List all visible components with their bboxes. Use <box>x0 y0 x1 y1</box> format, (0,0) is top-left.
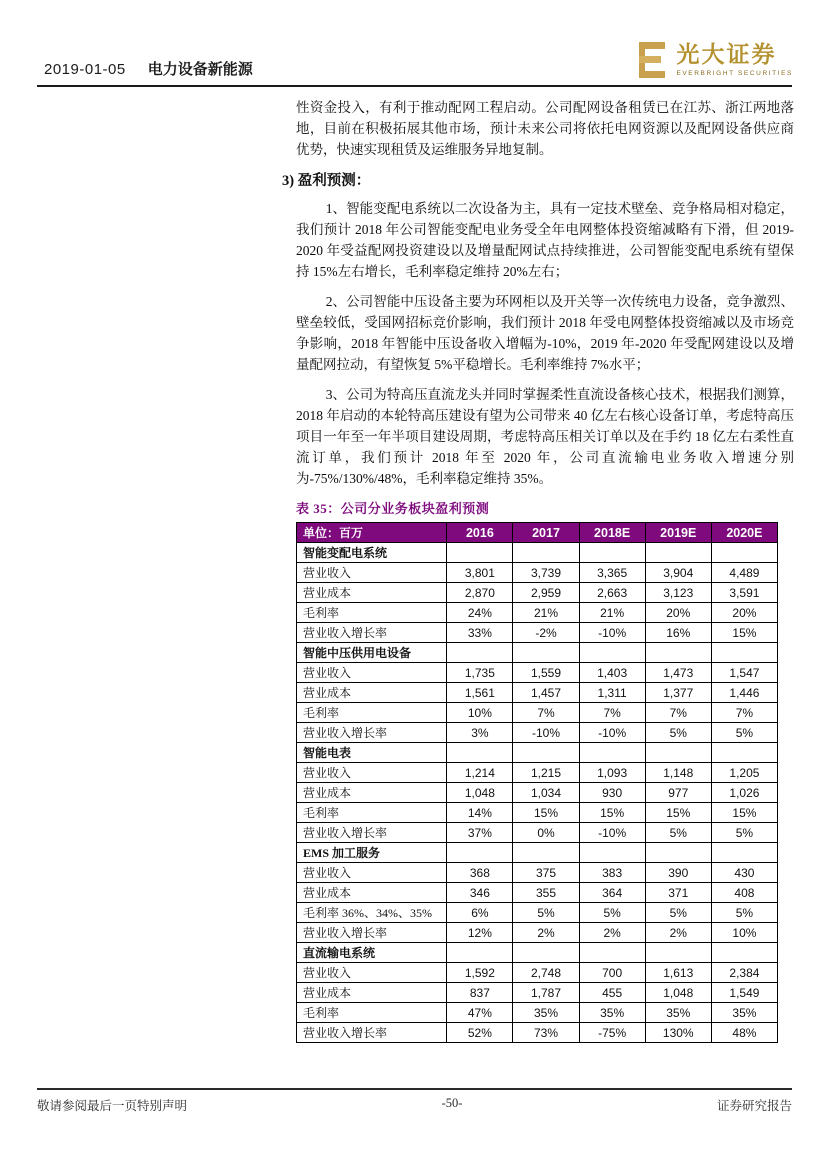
value-cell: 12% <box>447 923 513 943</box>
forecast-table <box>296 522 778 1043</box>
brand-logo <box>639 42 793 78</box>
value-cell: 346 <box>447 883 513 903</box>
value-cell: 35% <box>513 1003 579 1023</box>
value-cell: 1,613 <box>645 963 711 983</box>
value-cell: 1,592 <box>447 963 513 983</box>
value-cell: 355 <box>513 883 579 903</box>
empty-cell <box>711 943 777 963</box>
value-cell: 5% <box>645 723 711 743</box>
value-cell: 21% <box>579 603 645 623</box>
empty-cell <box>711 843 777 863</box>
value-cell: 37% <box>447 823 513 843</box>
value-cell: 1,214 <box>447 763 513 783</box>
value-cell: 35% <box>645 1003 711 1023</box>
value-cell: 2,748 <box>513 963 579 983</box>
value-cell: 1,048 <box>447 783 513 803</box>
row-label: 营业成本 <box>297 883 447 903</box>
footer-report-type: 证券研究报告 <box>716 1099 792 1113</box>
value-cell: 430 <box>711 863 777 883</box>
value-cell: 364 <box>579 883 645 903</box>
empty-cell <box>645 743 711 763</box>
value-cell: 408 <box>711 883 777 903</box>
section-heading-profit-forecast: 3) 盈利预测： <box>282 173 371 189</box>
empty-cell <box>645 543 711 563</box>
row-label: 毛利率 36%、34%、35% <box>297 903 447 923</box>
brand-name-cn: 光大证券 <box>676 42 777 67</box>
table-row <box>297 903 778 923</box>
value-cell: 5% <box>711 903 777 923</box>
table-row <box>297 823 778 843</box>
value-cell: 1,403 <box>579 663 645 683</box>
value-cell: 15% <box>579 803 645 823</box>
forecast-table-head <box>297 523 778 543</box>
section-row <box>297 543 778 563</box>
empty-cell <box>513 743 579 763</box>
empty-cell <box>579 743 645 763</box>
table-header-row <box>297 523 778 543</box>
value-cell: 24% <box>447 603 513 623</box>
empty-cell <box>711 643 777 663</box>
page-footer <box>37 1096 792 1114</box>
section-label: EMS 加工服务 <box>297 843 447 863</box>
value-cell: 1,446 <box>711 683 777 703</box>
value-cell: 1,561 <box>447 683 513 703</box>
value-cell: 5% <box>711 823 777 843</box>
table-row <box>297 763 778 783</box>
table-year-header: 2017 <box>513 523 579 543</box>
empty-cell <box>645 943 711 963</box>
value-cell: 10% <box>447 703 513 723</box>
row-label: 营业收入 <box>297 663 447 683</box>
value-cell: 3% <box>447 723 513 743</box>
value-cell: 47% <box>447 1003 513 1023</box>
row-label: 营业收入增长率 <box>297 923 447 943</box>
value-cell: 15% <box>711 623 777 643</box>
value-cell: 2,870 <box>447 583 513 603</box>
table-row <box>297 563 778 583</box>
empty-cell <box>711 543 777 563</box>
paragraph-intro: 性资金投入，有利于推动配网工程启动。公司配网设备租赁已在江苏、浙江两地落地，目前在积极拓展其他市场，预计未来公司将依托电网资源以及配网设备供应商优势，快速实现租赁及运维服务异地复制。 <box>296 100 794 157</box>
section-label: 智能变配电系统 <box>297 543 447 563</box>
row-label: 营业成本 <box>297 683 447 703</box>
section-row <box>297 943 778 963</box>
row-label: 营业收入增长率 <box>297 723 447 743</box>
table-row <box>297 803 778 823</box>
value-cell: 930 <box>579 783 645 803</box>
value-cell: 1,787 <box>513 983 579 1003</box>
section-label: 智能中压供用电设备 <box>297 643 447 663</box>
table-row <box>297 623 778 643</box>
everbright-e-icon <box>639 42 669 78</box>
table-row <box>297 663 778 683</box>
value-cell: 1,205 <box>711 763 777 783</box>
row-label: 毛利率 <box>297 703 447 723</box>
empty-cell <box>513 843 579 863</box>
value-cell: 1,559 <box>513 663 579 683</box>
table-row <box>297 863 778 883</box>
row-label: 营业收入 <box>297 863 447 883</box>
row-label: 毛利率 <box>297 603 447 623</box>
value-cell: 7% <box>579 703 645 723</box>
empty-cell <box>513 943 579 963</box>
table-row <box>297 683 778 703</box>
value-cell: -10% <box>513 723 579 743</box>
value-cell: 837 <box>447 983 513 1003</box>
value-cell: -10% <box>579 723 645 743</box>
value-cell: 7% <box>645 703 711 723</box>
table-row <box>297 1003 778 1023</box>
footer-disclaimer: 敬请参阅最后一页特别声明 <box>37 1099 188 1113</box>
value-cell: 52% <box>447 1023 513 1043</box>
empty-cell <box>711 743 777 763</box>
value-cell: 7% <box>513 703 579 723</box>
value-cell: 20% <box>711 603 777 623</box>
value-cell: 2% <box>513 923 579 943</box>
table-row <box>297 923 778 943</box>
value-cell: 1,473 <box>645 663 711 683</box>
empty-cell <box>579 943 645 963</box>
value-cell: 1,034 <box>513 783 579 803</box>
row-label: 营业收入增长率 <box>297 823 447 843</box>
value-cell: 383 <box>579 863 645 883</box>
value-cell: 1,457 <box>513 683 579 703</box>
value-cell: 33% <box>447 623 513 643</box>
value-cell: 10% <box>711 923 777 943</box>
table-row <box>297 883 778 903</box>
section-row <box>297 743 778 763</box>
value-cell: 1,735 <box>447 663 513 683</box>
value-cell: 1,547 <box>711 663 777 683</box>
value-cell: 5% <box>645 903 711 923</box>
row-label: 毛利率 <box>297 803 447 823</box>
empty-cell <box>447 943 513 963</box>
row-label: 营业成本 <box>297 583 447 603</box>
report-body <box>282 97 794 1043</box>
value-cell: 1,377 <box>645 683 711 703</box>
value-cell: 48% <box>711 1023 777 1043</box>
paragraph-3: 3、公司为特高压直流龙头并同时掌握柔性直流设备核心技术，根据我们测算，2018 年启动的本轮特高压建设有望为公司带来 40 亿左右核心设备订单，考虑特高压项目一年至一年半项目建设周期，考虑特高压相关订单以及在手约 18 亿左右柔性直流订单，我们预计 2018 年至 2020 年，公司直流输电业务收入增速分别为-75%/130%/48%，毛利率稳定维持 35%。 <box>296 387 794 486</box>
empty-cell <box>513 643 579 663</box>
value-cell: -75% <box>579 1023 645 1043</box>
table-row <box>297 603 778 623</box>
section-label: 直流输电系统 <box>297 943 447 963</box>
value-cell: 375 <box>513 863 579 883</box>
empty-cell <box>645 643 711 663</box>
value-cell: 3,904 <box>645 563 711 583</box>
value-cell: 7% <box>711 703 777 723</box>
page-number: -50- <box>441 1096 463 1110</box>
value-cell: -10% <box>579 623 645 643</box>
value-cell: 368 <box>447 863 513 883</box>
value-cell: 2,384 <box>711 963 777 983</box>
value-cell: 1,148 <box>645 763 711 783</box>
empty-cell <box>579 543 645 563</box>
value-cell: 15% <box>711 803 777 823</box>
empty-cell <box>645 843 711 863</box>
value-cell: 1,048 <box>645 983 711 1003</box>
empty-cell <box>579 643 645 663</box>
value-cell: 1,093 <box>579 763 645 783</box>
value-cell: -10% <box>579 823 645 843</box>
row-label: 毛利率 <box>297 1003 447 1023</box>
value-cell: 20% <box>645 603 711 623</box>
value-cell: 15% <box>645 803 711 823</box>
table-row <box>297 983 778 1003</box>
paragraph-1: 1、智能变配电系统以二次设备为主，具有一定技术壁垒、竞争格局相对稳定，我们预计 2018 年公司智能变配电业务受全年电网整体投资缩减略有下滑，但 2019-2020 年受益配网投资建设以及增量配网试点持续推进，公司智能变配电系统有望保持 15%左右增长，毛利率稳定维持 20%左右； <box>296 201 794 279</box>
header-divider <box>37 85 792 87</box>
value-cell: 5% <box>579 903 645 923</box>
value-cell: 390 <box>645 863 711 883</box>
value-cell: 6% <box>447 903 513 923</box>
empty-cell <box>447 843 513 863</box>
value-cell: 1,026 <box>711 783 777 803</box>
row-label: 营业成本 <box>297 983 447 1003</box>
section-label: 智能电表 <box>297 743 447 763</box>
value-cell: 35% <box>579 1003 645 1023</box>
row-label: 营业成本 <box>297 783 447 803</box>
table-year-header: 2016 <box>447 523 513 543</box>
value-cell: 1,215 <box>513 763 579 783</box>
table-row <box>297 703 778 723</box>
value-cell: 2% <box>579 923 645 943</box>
value-cell: 35% <box>711 1003 777 1023</box>
value-cell: 73% <box>513 1023 579 1043</box>
row-label: 营业收入 <box>297 763 447 783</box>
value-cell: 3,591 <box>711 583 777 603</box>
report-category: 电力设备新能源 <box>147 61 253 78</box>
empty-cell <box>447 743 513 763</box>
value-cell: 14% <box>447 803 513 823</box>
table-title: 表 35：公司分业务板块盈利预测 <box>296 501 490 516</box>
table-row <box>297 783 778 803</box>
table-year-header: 2018E <box>579 523 645 543</box>
brand-name-en: EVERBRIGHT SECURITIES <box>676 70 793 77</box>
value-cell: 21% <box>513 603 579 623</box>
value-cell: 3,801 <box>447 563 513 583</box>
value-cell: 130% <box>645 1023 711 1043</box>
value-cell: 0% <box>513 823 579 843</box>
table-year-header: 2019E <box>645 523 711 543</box>
row-label: 营业收入 <box>297 963 447 983</box>
table-row <box>297 723 778 743</box>
footer-divider <box>37 1088 792 1090</box>
value-cell: -2% <box>513 623 579 643</box>
value-cell: 3,123 <box>645 583 711 603</box>
empty-cell <box>513 543 579 563</box>
row-label: 营业收入增长率 <box>297 623 447 643</box>
table-row <box>297 1023 778 1043</box>
row-label: 营业收入增长率 <box>297 1023 447 1043</box>
value-cell: 5% <box>645 823 711 843</box>
section-row <box>297 643 778 663</box>
value-cell: 4,489 <box>711 563 777 583</box>
table-row <box>297 963 778 983</box>
value-cell: 977 <box>645 783 711 803</box>
value-cell: 1,549 <box>711 983 777 1003</box>
empty-cell <box>447 543 513 563</box>
value-cell: 5% <box>711 723 777 743</box>
value-cell: 3,365 <box>579 563 645 583</box>
table-unit-label: 单位：百万 <box>297 523 447 543</box>
value-cell: 3,739 <box>513 563 579 583</box>
page-header <box>44 58 253 79</box>
section-row <box>297 843 778 863</box>
value-cell: 2% <box>645 923 711 943</box>
value-cell: 5% <box>513 903 579 923</box>
value-cell: 15% <box>513 803 579 823</box>
value-cell: 1,311 <box>579 683 645 703</box>
forecast-table-body <box>297 543 778 1043</box>
row-label: 营业收入 <box>297 563 447 583</box>
value-cell: 2,663 <box>579 583 645 603</box>
value-cell: 455 <box>579 983 645 1003</box>
report-date: 2019-01-05 <box>44 61 126 78</box>
table-row <box>297 583 778 603</box>
paragraph-2: 2、公司智能中压设备主要为环网柜以及开关等一次传统电力设备，竞争激烈、壁垒较低，受国网招标竞价影响，我们预计 2018 年受电网整体投资缩减以及市场竞争影响，2018 年智能中压设备收入增幅为-10%，2019 年-2020 年受配网建设以及增量配网拉动，有望恢复 5%平稳增长。毛利率维持 7%水平； <box>296 294 794 372</box>
value-cell: 16% <box>645 623 711 643</box>
value-cell: 371 <box>645 883 711 903</box>
value-cell: 700 <box>579 963 645 983</box>
empty-cell <box>447 643 513 663</box>
table-year-header: 2020E <box>711 523 777 543</box>
empty-cell <box>579 843 645 863</box>
value-cell: 2,959 <box>513 583 579 603</box>
